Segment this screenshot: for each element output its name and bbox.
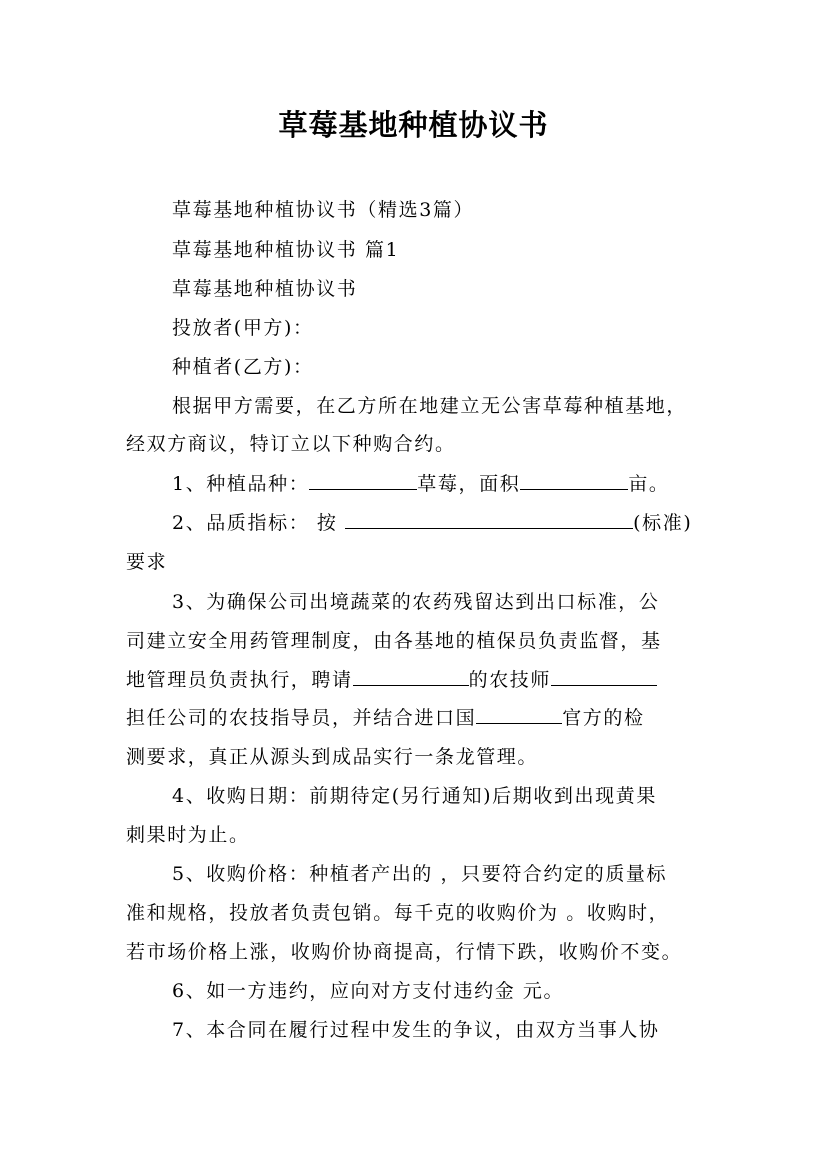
paragraph-line: 根据甲方需要，在乙方所在地建立无公害草莓种植基地， bbox=[172, 395, 688, 417]
party-a-line: 投放者(甲方)： bbox=[172, 317, 314, 339]
document-title: 草莓基地种植协议书 bbox=[278, 108, 549, 142]
clause-text: 地管理员负责执行，聘请 bbox=[126, 669, 353, 691]
fill-in-blank[interactable] bbox=[551, 667, 657, 686]
fill-in-blank[interactable] bbox=[309, 471, 417, 490]
clause-text: 的农技师 bbox=[468, 669, 552, 691]
clause-text: 1、种植品种： bbox=[172, 473, 310, 495]
clause-5-continuation: 准和规格，投放者负责包销。每千克的收购价为 。收购时， bbox=[126, 902, 670, 924]
clause-3-continuation: 测要求，真正从源头到成品实行一条龙管理。 bbox=[126, 746, 539, 768]
paragraph-line: 经双方商议，特订立以下种购合约。 bbox=[126, 433, 456, 455]
fill-in-blank[interactable] bbox=[476, 705, 562, 724]
clause-2-continuation: 要求 bbox=[126, 551, 168, 573]
clause-text: 担任公司的农技指导员，并结合进口国 bbox=[126, 707, 477, 729]
clause-7: 7、本合同在履行过程中发生的争议，由双方当事人协 bbox=[172, 1019, 660, 1041]
clause-3-continuation: 司建立安全用药管理制度，由各基地的植保员负责监督，基 bbox=[126, 630, 662, 652]
clause-text: 官方的检 bbox=[562, 707, 645, 729]
fill-in-blank[interactable] bbox=[520, 471, 628, 490]
clause-5-continuation: 若市场价格上涨，收购价协商提高，行情下跌，收购价不变。 bbox=[126, 941, 683, 963]
clause-text: 草莓，面积 bbox=[417, 473, 521, 495]
subtitle-line: 草莓基地种植协议书（精选3篇） bbox=[172, 199, 475, 221]
clause-2 bbox=[172, 510, 692, 536]
clause-3-continuation bbox=[126, 705, 645, 731]
clause-5: 5、收购价格：种植者产出的 ，只要符合约定的质量标 bbox=[172, 863, 668, 885]
clause-text: 亩。 bbox=[628, 473, 670, 495]
clause-4-continuation: 刺果时为止。 bbox=[126, 824, 250, 846]
clause-3: 3、为确保公司出境蔬菜的农药残留达到出口标准，公 bbox=[172, 591, 660, 613]
clause-4: 4、收购日期：前期待定(另行通知)后期收到出现黄果 bbox=[172, 785, 657, 807]
party-b-line: 种植者(乙方)： bbox=[172, 356, 314, 378]
fill-in-blank[interactable] bbox=[353, 667, 469, 686]
agreement-heading: 草莓基地种植协议书 bbox=[172, 278, 358, 300]
clause-3-continuation bbox=[126, 667, 657, 693]
section-heading: 草莓基地种植协议书 篇1 bbox=[172, 239, 400, 261]
clause-1 bbox=[172, 471, 670, 497]
clause-text: 2、品质指标： 按 bbox=[172, 512, 346, 534]
fill-in-blank[interactable] bbox=[345, 510, 633, 529]
clause-text: (标准) bbox=[633, 512, 693, 534]
clause-6: 6、如一方违约，应向对方支付违约金 元。 bbox=[172, 980, 565, 1002]
